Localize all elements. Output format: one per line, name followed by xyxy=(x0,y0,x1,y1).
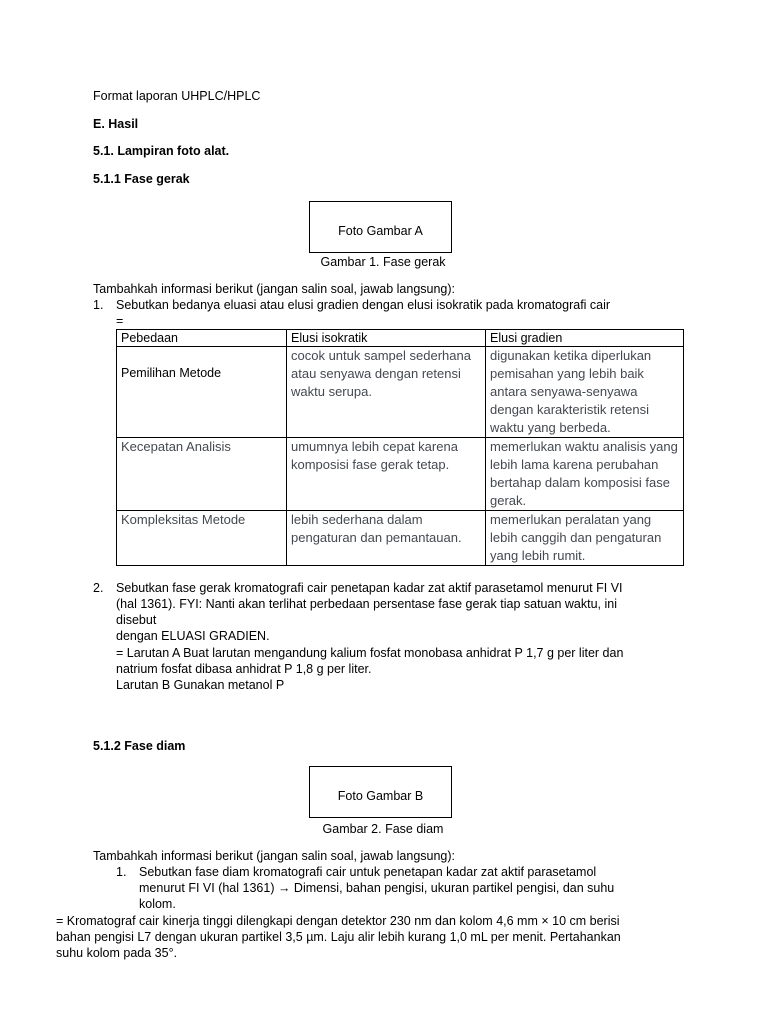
doc-title: Format laporan UHPLC/HPLC xyxy=(93,89,261,103)
answer-2-line: natrium fosfat dibasa anhidrat P 1,8 g per liter. xyxy=(116,662,372,676)
cell-isokratik: lebih sederhana dalam pengaturan dan pemantauan. xyxy=(287,511,486,566)
answer-3-line: bahan pengisi L7 dengan ukuran partikel 3,5 µm. Laju alir lebih kurang 1,0 mL per menit. Pertahankan xyxy=(56,930,621,944)
question-3-line: Sebutkan fase diam kromatografi cair untuk penetapan kadar zat aktif parasetamol xyxy=(139,865,597,879)
heading-hasil: E. Hasil xyxy=(93,117,139,131)
table-header-cell: Pebedaan xyxy=(117,330,287,347)
answer-2-line: = Larutan A Buat larutan mengandung kalium fosfat monobasa anhidrat P 1,7 g per liter dan xyxy=(116,646,624,660)
question-3-line: menurut FI VI (hal 1361) → Dimensi, bahan pengisi, ukuran partikel pengisi, dan suhu xyxy=(139,881,615,895)
table-row xyxy=(117,511,684,566)
question-3-line: kolom. xyxy=(139,897,176,911)
comparison-table xyxy=(116,329,684,566)
answer-3-line: suhu kolom pada 35°. xyxy=(56,946,178,960)
table-header-cell: Elusi gradien xyxy=(486,330,684,347)
question-2-line: disebut xyxy=(116,613,157,627)
instruction-2: Tambahkah informasi berikut (jangan salin soal, jawab langsung): xyxy=(93,849,456,863)
figure-b-label: Foto Gambar B xyxy=(337,789,424,803)
question-1-number: 1. xyxy=(93,298,104,312)
figure-b-placeholder xyxy=(309,766,452,818)
cell-gradien: memerlukan peralatan yang lebih canggih dan pengaturan yang lebih rumit. xyxy=(486,511,684,566)
table-row xyxy=(117,347,684,438)
figure-1-caption: Gambar 1. Fase gerak xyxy=(320,255,446,269)
cell-isokratik: cocok untuk sampel sederhana atau senyawa dengan retensi waktu serupa. xyxy=(287,347,486,438)
row-label: Kecepatan Analisis xyxy=(117,438,287,511)
figure-2-caption: Gambar 2. Fase diam xyxy=(322,822,444,836)
table-header-cell: Elusi isokratik xyxy=(287,330,486,347)
figure-a-label: Foto Gambar A xyxy=(338,224,423,238)
question-2-line: dengan ELUASI GRADIEN. xyxy=(116,629,270,643)
heading-fase-diam: 5.1.2 Fase diam xyxy=(93,739,186,753)
cell-gradien: digunakan ketika diperlukan pemisahan yang lebih baik antara senyawa-senyawa dengan karakteristik retensi waktu yang berbeda. xyxy=(486,347,684,438)
table-row xyxy=(117,438,684,511)
question-1-text: Sebutkan bedanya eluasi atau elusi gradien dengan elusi isokratik pada kromatografi cair xyxy=(116,298,611,312)
table-header-row xyxy=(117,330,684,347)
cell-gradien: memerlukan waktu analisis yang lebih lama karena perubahan bertahap dalam komposisi fase gerak. xyxy=(486,438,684,511)
question-3-number: 1. xyxy=(116,865,127,879)
answer-3-line: = Kromatograf cair kinerja tinggi dilengkapi dengan detektor 230 nm dan kolom 4,6 mm × 10 cm berisi xyxy=(56,914,620,928)
question-2-line: (hal 1361). FYI: Nanti akan terlihat perbedaan persentase fase gerak tiap satuan waktu, ini xyxy=(116,597,617,611)
question-1-equals: = xyxy=(116,314,124,328)
heading-lampiran-foto: 5.1. Lampiran foto alat. xyxy=(93,144,230,158)
figure-a-placeholder xyxy=(309,201,452,253)
row-label: Kompleksitas Metode xyxy=(117,511,287,566)
question-2-line: Sebutkan fase gerak kromatografi cair penetapan kadar zat aktif parasetamol menurut FI VI xyxy=(116,581,623,595)
cell-isokratik: umumnya lebih cepat karena komposisi fase gerak tetap. xyxy=(287,438,486,511)
heading-fase-gerak: 5.1.1 Fase gerak xyxy=(93,172,190,186)
question-2-number: 2. xyxy=(93,581,104,595)
instruction-1: Tambahkah informasi berikut (jangan salin soal, jawab langsung): xyxy=(93,282,456,296)
row-label: Pemilihan Metode xyxy=(117,347,287,438)
answer-2-line: Larutan B Gunakan metanol P xyxy=(116,678,285,692)
